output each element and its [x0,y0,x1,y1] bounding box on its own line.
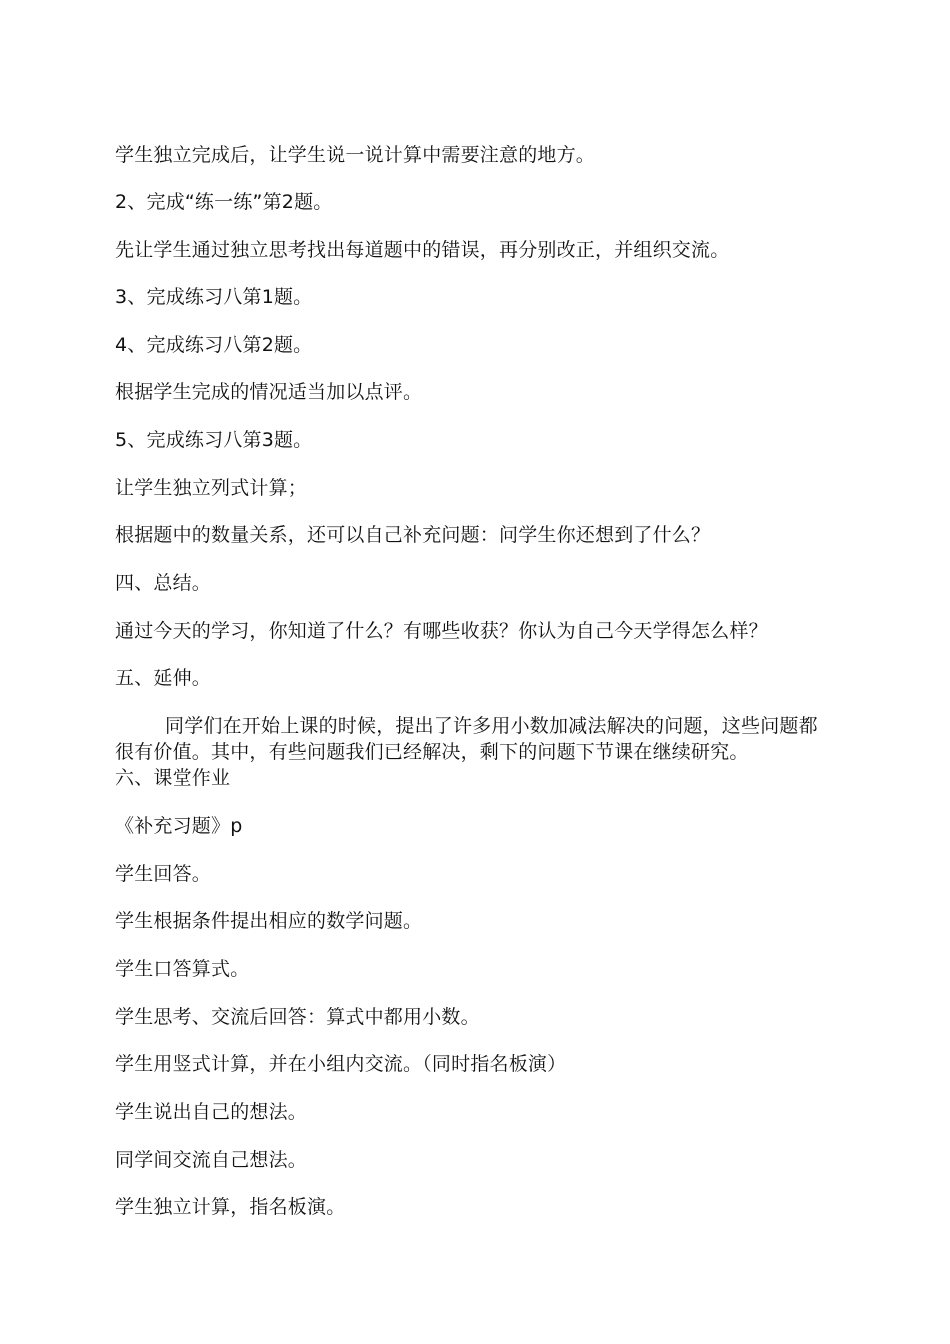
text-line: 根据学生完成的情况适当加以点评。 [115,381,423,403]
student-activity: 学生独立计算，指名板演。 [115,1196,346,1218]
section-heading: 四、总结。 [115,572,212,594]
student-activity: 学生思考、交流后回答：算式中都用小数。 [115,1006,480,1028]
student-activity: 学生用竖式计算，并在小组内交流。（同时指名板演） [115,1053,567,1075]
extension-paragraph: 同学们在开始上课的时候，提出了许多用小数加减法解决的问题，这些问题都很有价值。其中，有些问题我们已经解决，剩下的问题下节课在继续研究。 [115,715,818,763]
section-heading: 五、延伸。 [115,667,212,689]
text-line: 5、完成练习八第3题。 [115,429,313,451]
text-line: 3、完成练习八第1题。 [115,286,313,308]
text-line: 根据题中的数量关系，还可以自己补充问题：问学生你还想到了什么？ [115,524,711,546]
text-line: 学生独立完成后，让学生说一说计算中需要注意的地方。 [115,144,596,166]
text-line: 4、完成练习八第2题。 [115,334,313,356]
student-activity: 学生口答算式。 [115,958,250,980]
student-activity: 学生回答。 [115,863,212,885]
text-line: 通过今天的学习，你知道了什么？有哪些收获？你认为自己今天学得怎么样？ [115,620,768,642]
text-line: 让学生独立列式计算； [115,477,308,499]
student-activity: 同学间交流自己想法。 [115,1149,308,1171]
homework-item: 《补充习题》p [115,815,243,837]
text-line: 先让学生通过独立思考找出每道题中的错误，再分别改正，并组织交流。 [115,239,730,261]
student-activity: 学生说出自己的想法。 [115,1101,308,1123]
section-heading: 六、课堂作业 [115,767,231,789]
text-line: 2、完成“练一练”第2题。 [115,191,333,213]
student-activity: 学生根据条件提出相应的数学问题。 [115,910,423,932]
